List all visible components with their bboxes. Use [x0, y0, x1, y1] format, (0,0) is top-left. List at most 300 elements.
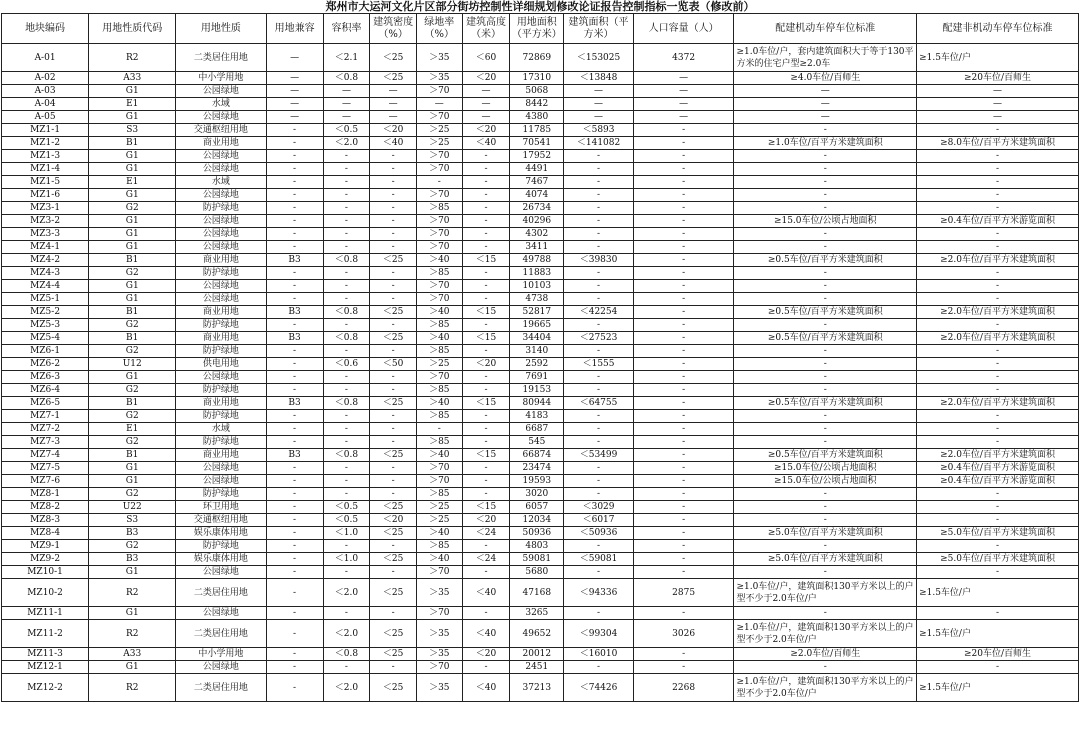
landuse-name-cell: 二类居住用地	[176, 674, 266, 702]
compatible-use-cell: -	[266, 620, 323, 648]
height-cell: ＜15	[462, 332, 510, 345]
green-ratio-cell: ＞70	[416, 85, 462, 98]
landuse-code-cell: G1	[89, 111, 176, 124]
coverage-cell: -	[370, 566, 417, 579]
car-parking-cell: ≥1.0车位/户，建筑面积130平方米以上的户型不少于2.0车位/户	[734, 674, 917, 702]
parcel-code-cell: MZ3-1	[2, 202, 89, 215]
bike-parking-cell: ≥2.0车位/百平方米建筑面积	[917, 332, 1079, 345]
compatible-use-cell: -	[266, 137, 323, 150]
landuse-name-cell: 防护绿地	[176, 410, 266, 423]
height-cell: -	[462, 241, 510, 254]
car-parking-cell: -	[734, 163, 917, 176]
compatible-use-cell: -	[266, 674, 323, 702]
car-parking-cell: ≥0.5车位/百平方米建筑面积	[734, 397, 917, 410]
landuse-code-cell: B1	[89, 306, 176, 319]
site-area-cell: 47168	[510, 579, 564, 607]
car-parking-cell: ≥15.0车位/公顷占地面积	[734, 215, 917, 228]
floor-area-cell: -	[564, 267, 634, 280]
floor-area-cell: -	[564, 423, 634, 436]
table-row	[2, 150, 1079, 163]
height-cell: -	[462, 462, 510, 475]
landuse-code-cell: B3	[89, 527, 176, 540]
header-cell: 用地面积（平方米）	[510, 14, 564, 44]
bike-parking-cell: ≥8.0车位/百平方米建筑面积	[917, 137, 1079, 150]
compatible-use-cell: -	[266, 423, 323, 436]
floor-area-cell: -	[564, 436, 634, 449]
far-cell: -	[323, 228, 370, 241]
site-area-cell: 3020	[510, 488, 564, 501]
compatible-use-cell: -	[266, 475, 323, 488]
far-cell: ＜0.5	[323, 501, 370, 514]
population-cell: -	[633, 410, 734, 423]
green-ratio-cell: ＞70	[416, 111, 462, 124]
header-cell: 地块编码	[2, 14, 89, 44]
compatible-use-cell: -	[266, 501, 323, 514]
car-parking-cell: -	[734, 345, 917, 358]
table-row	[2, 72, 1079, 85]
far-cell: -	[323, 475, 370, 488]
bike-parking-cell: -	[917, 163, 1079, 176]
floor-area-cell: —	[564, 85, 634, 98]
green-ratio-cell: ＞35	[416, 72, 462, 85]
compatible-use-cell: -	[266, 280, 323, 293]
table-row	[2, 85, 1079, 98]
site-area-cell: 12034	[510, 514, 564, 527]
population-cell: -	[633, 163, 734, 176]
parcel-code-cell: MZ4-2	[2, 254, 89, 267]
landuse-code-cell: G1	[89, 280, 176, 293]
population-cell: 4372	[633, 44, 734, 72]
far-cell: -	[323, 345, 370, 358]
population-cell: -	[633, 607, 734, 620]
compatible-use-cell: -	[266, 241, 323, 254]
height-cell: ＜40	[462, 674, 510, 702]
far-cell: -	[323, 215, 370, 228]
landuse-name-cell: 防护绿地	[176, 436, 266, 449]
far-cell: ＜1.0	[323, 527, 370, 540]
landuse-name-cell: 防护绿地	[176, 384, 266, 397]
table-row	[2, 648, 1079, 661]
car-parking-cell: -	[734, 124, 917, 137]
far-cell: -	[323, 293, 370, 306]
coverage-cell: -	[370, 189, 417, 202]
site-area-cell: 4074	[510, 189, 564, 202]
coverage-cell: -	[370, 488, 417, 501]
site-area-cell: 72869	[510, 44, 564, 72]
floor-area-cell: -	[564, 371, 634, 384]
car-parking-cell: ≥0.5车位/百平方米建筑面积	[734, 254, 917, 267]
far-cell: —	[323, 85, 370, 98]
car-parking-cell: ≥1.0车位/户，建筑面积130平方米以上的户型不少于2.0车位/户	[734, 579, 917, 607]
green-ratio-cell: -	[416, 176, 462, 189]
car-parking-cell: -	[734, 436, 917, 449]
table-row	[2, 527, 1079, 540]
landuse-name-cell: 公园绿地	[176, 462, 266, 475]
landuse-name-cell: 水域	[176, 98, 266, 111]
site-area-cell: 2592	[510, 358, 564, 371]
far-cell: ＜2.0	[323, 137, 370, 150]
bike-parking-cell: -	[917, 202, 1079, 215]
table-row	[2, 410, 1079, 423]
table-row	[2, 280, 1079, 293]
landuse-name-cell: 公园绿地	[176, 150, 266, 163]
far-cell: -	[323, 410, 370, 423]
car-parking-cell: —	[734, 111, 917, 124]
coverage-cell: ＜40	[370, 137, 417, 150]
green-ratio-cell: ＞70	[416, 661, 462, 674]
floor-area-cell: -	[564, 410, 634, 423]
green-ratio-cell: ＞25	[416, 358, 462, 371]
bike-parking-cell: -	[917, 371, 1079, 384]
header-cell: 容积率	[323, 14, 370, 44]
green-ratio-cell: ＞85	[416, 202, 462, 215]
table-row	[2, 553, 1079, 566]
population-cell: -	[633, 345, 734, 358]
landuse-code-cell: R2	[89, 44, 176, 72]
parcel-code-cell: MZ8-4	[2, 527, 89, 540]
coverage-cell: -	[370, 319, 417, 332]
compatible-use-cell: -	[266, 267, 323, 280]
coverage-cell: -	[370, 280, 417, 293]
population-cell: -	[633, 423, 734, 436]
green-ratio-cell: ＞40	[416, 553, 462, 566]
floor-area-cell: —	[564, 111, 634, 124]
parcel-code-cell: MZ5-1	[2, 293, 89, 306]
population-cell: -	[633, 648, 734, 661]
landuse-name-cell: 二类居住用地	[176, 579, 266, 607]
compatible-use-cell: -	[266, 163, 323, 176]
landuse-code-cell: R2	[89, 674, 176, 702]
floor-area-cell: ＜53499	[564, 449, 634, 462]
parcel-code-cell: MZ1-4	[2, 163, 89, 176]
landuse-name-cell: 公园绿地	[176, 111, 266, 124]
car-parking-cell: -	[734, 228, 917, 241]
green-ratio-cell: ＞70	[416, 293, 462, 306]
coverage-cell: -	[370, 176, 417, 189]
floor-area-cell: -	[564, 293, 634, 306]
site-area-cell: 7691	[510, 371, 564, 384]
landuse-name-cell: 公园绿地	[176, 566, 266, 579]
green-ratio-cell: ＞70	[416, 228, 462, 241]
bike-parking-cell: -	[917, 501, 1079, 514]
landuse-code-cell: G1	[89, 189, 176, 202]
height-cell: -	[462, 384, 510, 397]
table-row	[2, 163, 1079, 176]
landuse-code-cell: G1	[89, 215, 176, 228]
height-cell: ＜40	[462, 620, 510, 648]
green-ratio-cell: ＞70	[416, 215, 462, 228]
parcel-code-cell: A-05	[2, 111, 89, 124]
landuse-name-cell: 水域	[176, 176, 266, 189]
far-cell: ＜0.8	[323, 254, 370, 267]
height-cell: ＜20	[462, 124, 510, 137]
landuse-code-cell: S3	[89, 514, 176, 527]
parcel-code-cell: MZ12-2	[2, 674, 89, 702]
population-cell: —	[633, 98, 734, 111]
site-area-cell: 11883	[510, 267, 564, 280]
far-cell: -	[323, 607, 370, 620]
site-area-cell: 34404	[510, 332, 564, 345]
site-area-cell: 52817	[510, 306, 564, 319]
landuse-code-cell: A33	[89, 72, 176, 85]
table-row	[2, 345, 1079, 358]
site-area-cell: 17952	[510, 150, 564, 163]
population-cell: -	[633, 241, 734, 254]
table-row	[2, 540, 1079, 553]
far-cell: ＜2.1	[323, 44, 370, 72]
parcel-code-cell: A-04	[2, 98, 89, 111]
car-parking-cell: ≥2.0车位/百师生	[734, 648, 917, 661]
site-area-cell: 17310	[510, 72, 564, 85]
coverage-cell: -	[370, 215, 417, 228]
site-area-cell: 5680	[510, 566, 564, 579]
landuse-name-cell: 公园绿地	[176, 475, 266, 488]
landuse-name-cell: 公园绿地	[176, 215, 266, 228]
height-cell: —	[462, 98, 510, 111]
far-cell: ＜0.8	[323, 449, 370, 462]
bike-parking-cell: -	[917, 124, 1079, 137]
floor-area-cell: -	[564, 163, 634, 176]
landuse-name-cell: 娱乐康体用地	[176, 553, 266, 566]
table-row	[2, 228, 1079, 241]
height-cell: ＜20	[462, 72, 510, 85]
far-cell: ＜0.8	[323, 648, 370, 661]
landuse-code-cell: B1	[89, 254, 176, 267]
bike-parking-cell: ≥1.5车位/户	[917, 674, 1079, 702]
height-cell: -	[462, 475, 510, 488]
floor-area-cell: ＜99304	[564, 620, 634, 648]
site-area-cell: 4491	[510, 163, 564, 176]
coverage-cell: ＜25	[370, 553, 417, 566]
parcel-code-cell: MZ11-3	[2, 648, 89, 661]
compatible-use-cell: B3	[266, 397, 323, 410]
bike-parking-cell: ≥2.0车位/百平方米建筑面积	[917, 449, 1079, 462]
green-ratio-cell: ＞70	[416, 280, 462, 293]
compatible-use-cell: -	[266, 462, 323, 475]
bike-parking-cell: ≥5.0车位/百平方米建筑面积	[917, 527, 1079, 540]
bike-parking-cell: —	[917, 98, 1079, 111]
table-row	[2, 449, 1079, 462]
landuse-code-cell: E1	[89, 423, 176, 436]
compatible-use-cell: —	[266, 98, 323, 111]
coverage-cell: ＜25	[370, 674, 417, 702]
population-cell: -	[633, 397, 734, 410]
floor-area-cell: -	[564, 215, 634, 228]
parcel-code-cell: MZ10-2	[2, 579, 89, 607]
population-cell: -	[633, 254, 734, 267]
far-cell: ＜0.8	[323, 306, 370, 319]
table-row	[2, 137, 1079, 150]
landuse-code-cell: B3	[89, 553, 176, 566]
compatible-use-cell: -	[266, 202, 323, 215]
coverage-cell: ＜50	[370, 358, 417, 371]
compatible-use-cell: -	[266, 540, 323, 553]
landuse-code-cell: G2	[89, 384, 176, 397]
bike-parking-cell: ≥2.0车位/百平方米建筑面积	[917, 397, 1079, 410]
floor-area-cell: ＜1555	[564, 358, 634, 371]
green-ratio-cell: ＞40	[416, 527, 462, 540]
far-cell: -	[323, 566, 370, 579]
green-ratio-cell: ＞40	[416, 306, 462, 319]
car-parking-cell: ≥0.5车位/百平方米建筑面积	[734, 306, 917, 319]
table-row	[2, 241, 1079, 254]
header-cell: 人口容量（人）	[633, 14, 734, 44]
population-cell: 2875	[633, 579, 734, 607]
car-parking-cell: ≥1.0车位/百平方米建筑面积	[734, 137, 917, 150]
table-row	[2, 371, 1079, 384]
floor-area-cell: -	[564, 345, 634, 358]
landuse-code-cell: G1	[89, 607, 176, 620]
table-row	[2, 514, 1079, 527]
parcel-code-cell: MZ4-3	[2, 267, 89, 280]
population-cell: -	[633, 280, 734, 293]
bike-parking-cell: -	[917, 189, 1079, 202]
site-area-cell: 80944	[510, 397, 564, 410]
compatible-use-cell: -	[266, 228, 323, 241]
floor-area-cell: ＜50936	[564, 527, 634, 540]
header-cell: 建筑面积（平方米）	[564, 14, 634, 44]
height-cell: -	[462, 176, 510, 189]
population-cell: -	[633, 228, 734, 241]
landuse-code-cell: B1	[89, 332, 176, 345]
green-ratio-cell: ＞85	[416, 488, 462, 501]
landuse-code-cell: G1	[89, 462, 176, 475]
parcel-code-cell: A-01	[2, 44, 89, 72]
population-cell: -	[633, 475, 734, 488]
far-cell: -	[323, 267, 370, 280]
bike-parking-cell: -	[917, 514, 1079, 527]
landuse-name-cell: 公园绿地	[176, 293, 266, 306]
green-ratio-cell: ＞25	[416, 501, 462, 514]
floor-area-cell: ＜94336	[564, 579, 634, 607]
floor-area-cell: ＜6017	[564, 514, 634, 527]
landuse-name-cell: 娱乐康体用地	[176, 527, 266, 540]
site-area-cell: 4803	[510, 540, 564, 553]
compatible-use-cell: -	[266, 514, 323, 527]
far-cell: -	[323, 462, 370, 475]
height-cell: -	[462, 319, 510, 332]
table-row	[2, 475, 1079, 488]
landuse-name-cell: 二类居住用地	[176, 44, 266, 72]
landuse-name-cell: 公园绿地	[176, 661, 266, 674]
landuse-code-cell: G2	[89, 202, 176, 215]
coverage-cell: —	[370, 111, 417, 124]
landuse-code-cell: G1	[89, 371, 176, 384]
table-row	[2, 267, 1079, 280]
height-cell: ＜15	[462, 449, 510, 462]
population-cell: -	[633, 150, 734, 163]
bike-parking-cell: ≥1.5车位/户	[917, 620, 1079, 648]
bike-parking-cell: ≥0.4车位/百平方米游览面积	[917, 475, 1079, 488]
coverage-cell: ＜25	[370, 648, 417, 661]
table-row	[2, 111, 1079, 124]
site-area-cell: 59081	[510, 553, 564, 566]
floor-area-cell: ＜3029	[564, 501, 634, 514]
green-ratio-cell: ＞40	[416, 254, 462, 267]
population-cell: -	[633, 384, 734, 397]
parcel-code-cell: MZ7-2	[2, 423, 89, 436]
coverage-cell: -	[370, 423, 417, 436]
table-row	[2, 462, 1079, 475]
bike-parking-cell: -	[917, 384, 1079, 397]
floor-area-cell: ＜27523	[564, 332, 634, 345]
far-cell: —	[323, 111, 370, 124]
height-cell: ＜15	[462, 501, 510, 514]
green-ratio-cell: ＞70	[416, 189, 462, 202]
green-ratio-cell: ＞70	[416, 241, 462, 254]
table-header-row	[2, 14, 1079, 44]
parcel-code-cell: MZ6-4	[2, 384, 89, 397]
far-cell: -	[323, 150, 370, 163]
site-area-cell: 2451	[510, 661, 564, 674]
compatible-use-cell: —	[266, 44, 323, 72]
bike-parking-cell: -	[917, 436, 1079, 449]
floor-area-cell: -	[564, 540, 634, 553]
far-cell: ＜2.0	[323, 674, 370, 702]
population-cell: -	[633, 176, 734, 189]
table-row	[2, 607, 1079, 620]
population-cell: -	[633, 371, 734, 384]
green-ratio-cell: ＞70	[416, 475, 462, 488]
height-cell: -	[462, 436, 510, 449]
compatible-use-cell: B3	[266, 306, 323, 319]
car-parking-cell: ≥0.5车位/百平方米建筑面积	[734, 332, 917, 345]
landuse-name-cell: 公园绿地	[176, 607, 266, 620]
car-parking-cell: -	[734, 267, 917, 280]
far-cell: ＜2.0	[323, 620, 370, 648]
height-cell: -	[462, 215, 510, 228]
parcel-code-cell: MZ12-1	[2, 661, 89, 674]
floor-area-cell: ＜141082	[564, 137, 634, 150]
green-ratio-cell: ＞70	[416, 150, 462, 163]
far-cell: -	[323, 319, 370, 332]
population-cell: -	[633, 267, 734, 280]
coverage-cell: -	[370, 150, 417, 163]
height-cell: ＜15	[462, 397, 510, 410]
landuse-name-cell: 公园绿地	[176, 280, 266, 293]
height-cell: ＜20	[462, 358, 510, 371]
far-cell: ＜1.0	[323, 553, 370, 566]
car-parking-cell: ≥1.0车位/户，套内建筑面积大于等于130平方米的住宅户型≥2.0车	[734, 44, 917, 72]
landuse-code-cell: G1	[89, 293, 176, 306]
floor-area-cell: -	[564, 319, 634, 332]
floor-area-cell: -	[564, 566, 634, 579]
population-cell: -	[633, 501, 734, 514]
landuse-code-cell: S3	[89, 124, 176, 137]
compatible-use-cell: -	[266, 579, 323, 607]
site-area-cell: 7467	[510, 176, 564, 189]
green-ratio-cell: ＞70	[416, 462, 462, 475]
landuse-name-cell: 防护绿地	[176, 540, 266, 553]
compatible-use-cell: -	[266, 215, 323, 228]
population-cell: -	[633, 306, 734, 319]
bike-parking-cell: ≥0.4车位/百平方米游览面积	[917, 462, 1079, 475]
compatible-use-cell: -	[266, 410, 323, 423]
compatible-use-cell: —	[266, 85, 323, 98]
floor-area-cell: —	[564, 98, 634, 111]
floor-area-cell: ＜39830	[564, 254, 634, 267]
coverage-cell: -	[370, 163, 417, 176]
parcel-code-cell: MZ1-5	[2, 176, 89, 189]
parcel-code-cell: MZ1-6	[2, 189, 89, 202]
bike-parking-cell: -	[917, 358, 1079, 371]
population-cell: 2268	[633, 674, 734, 702]
far-cell: —	[323, 98, 370, 111]
height-cell: ＜24	[462, 527, 510, 540]
far-cell: -	[323, 280, 370, 293]
site-area-cell: 6687	[510, 423, 564, 436]
bike-parking-cell: ≥1.5车位/户	[917, 579, 1079, 607]
